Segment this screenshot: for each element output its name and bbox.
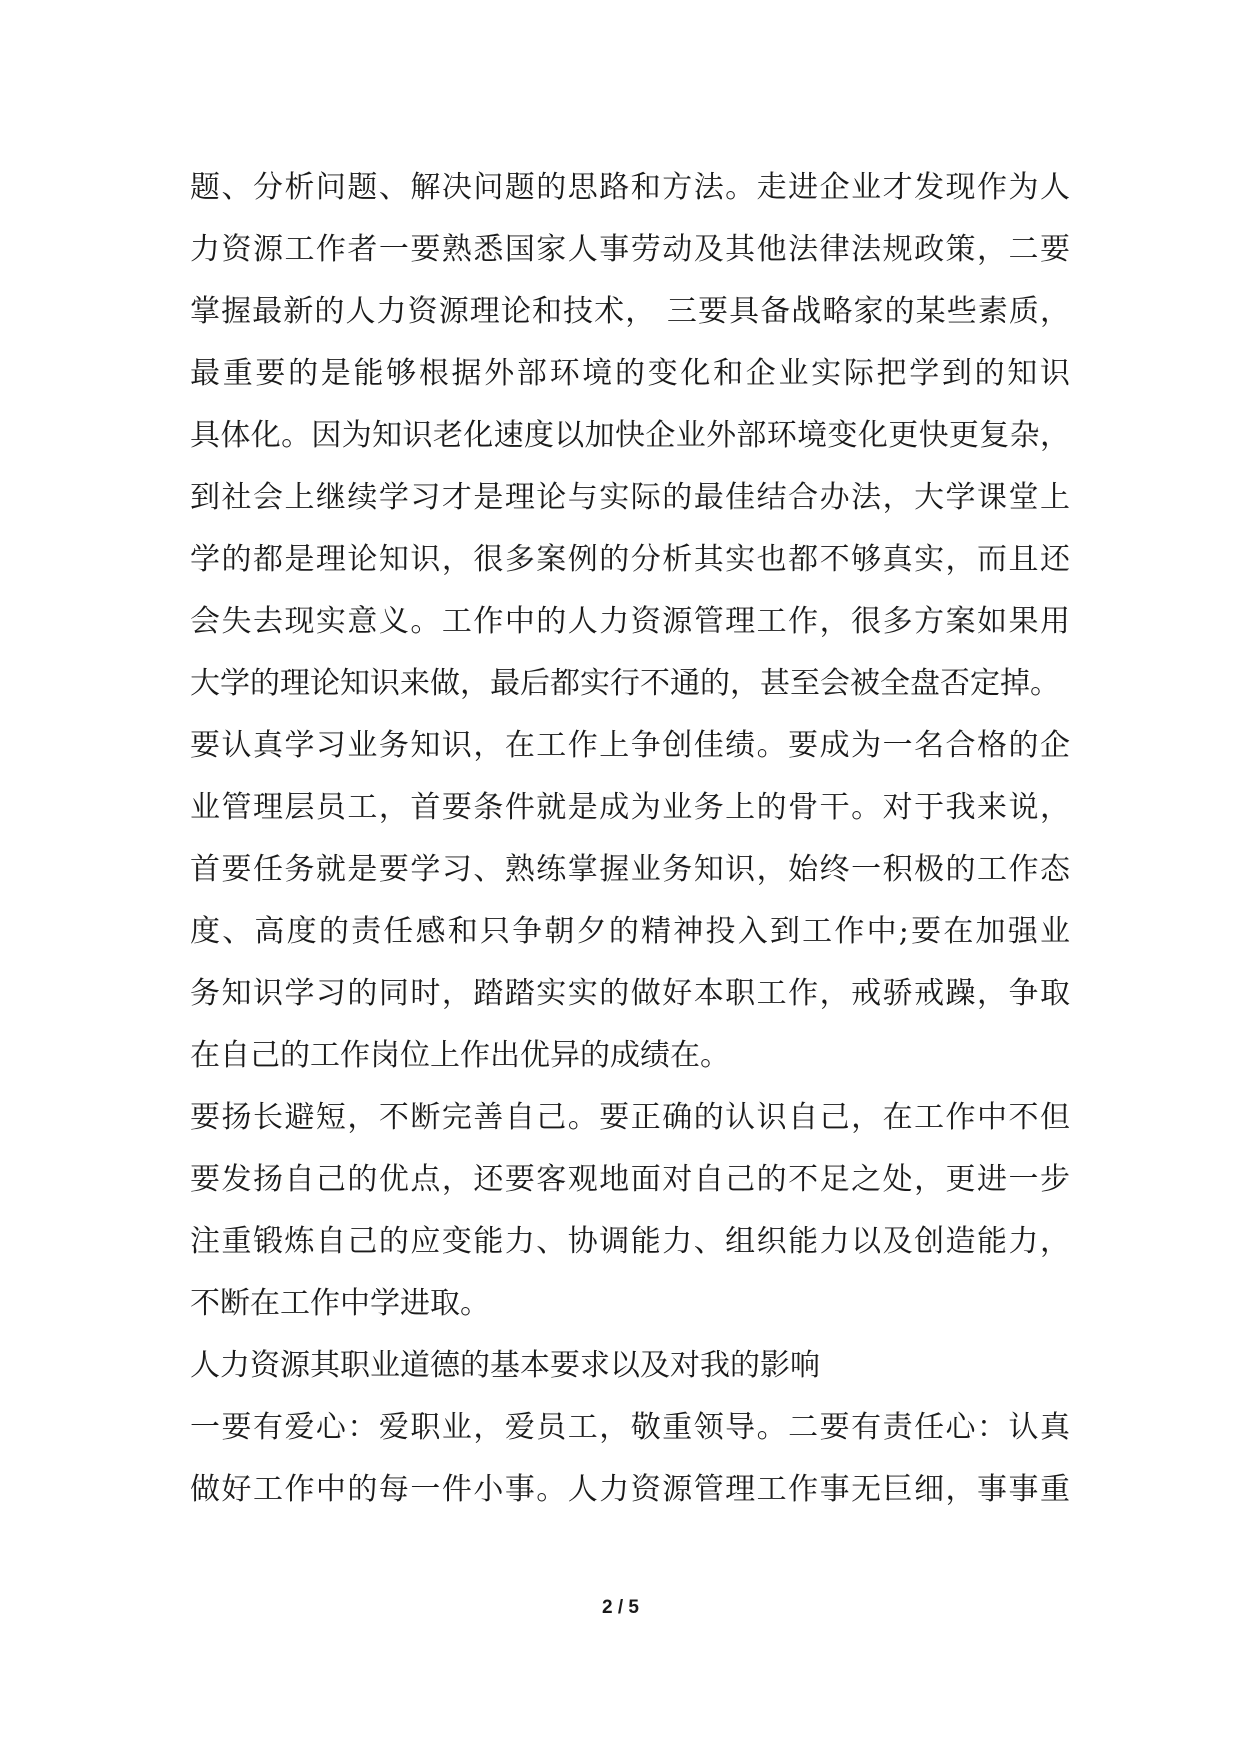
text-line: 务知识学习的同时，踏踏实实的做好本职工作，戒骄戒躁，争取 [190,976,1070,1011]
text-line: 到社会上继续学习才是理论与实际的最佳结合办法，大学课堂上 [190,480,1070,515]
text-line: 度、高度的责任感和只争朝夕的精神投入到工作中;要在加强业 [190,914,1070,949]
text-line: 要认真学习业务知识，在工作上争创佳绩。要成为一名合格的企 [190,728,1070,763]
text-line: 不断在工作中学进取。 [190,1286,490,1321]
text-line: 会失去现实意义。工作中的人力资源管理工作，很多方案如果用 [190,604,1070,639]
text-line: 注重锻炼自己的应变能力、协调能力、组织能力以及创造能力， [190,1224,1070,1259]
body-text [190,157,1070,1521]
text-line: 掌握最新的人力资源理论和技术， 三要具备战略家的某些素质， [190,294,1070,329]
text-line: 做好工作中的每一件小事。人力资源管理工作事无巨细，事事重 [190,1472,1070,1507]
text-line: 一要有爱心：爱职业，爱员工，敬重领导。二要有责任心：认真 [190,1410,1070,1445]
page-number: 2 / 5 [602,1597,639,1618]
text-line: 要发扬自己的优点，还要客观地面对自己的不足之处，更进一步 [190,1162,1070,1197]
text-line: 大学的理论知识来做，最后都实行不通的，甚至会被全盘否定掉。 [190,666,1060,701]
text-line: 题、分析问题、解决问题的思路和方法。走进企业才发现作为人 [190,170,1070,205]
text-line: 人力资源其职业道德的基本要求以及对我的影响 [190,1348,820,1383]
text-line: 具体化。因为知识老化速度以加快企业外部环境变化更快更复杂， [190,418,1070,453]
text-line: 要扬长避短，不断完善自己。要正确的认识自己，在工作中不但 [190,1100,1070,1135]
text-line: 力资源工作者一要熟悉国家人事劳动及其他法律法规政策，二要 [190,232,1070,267]
text-line: 学的都是理论知识，很多案例的分析其实也都不够真实，而且还 [190,542,1070,577]
text-line: 最重要的是能够根据外部环境的变化和企业实际把学到的知识 [190,356,1070,391]
text-line: 业管理层员工，首要条件就是成为业务上的骨干。对于我来说， [190,790,1070,825]
text-line: 在自己的工作岗位上作出优异的成绩在。 [190,1038,730,1073]
text-line: 首要任务就是要学习、熟练掌握业务知识，始终一积极的工作态 [190,852,1070,887]
